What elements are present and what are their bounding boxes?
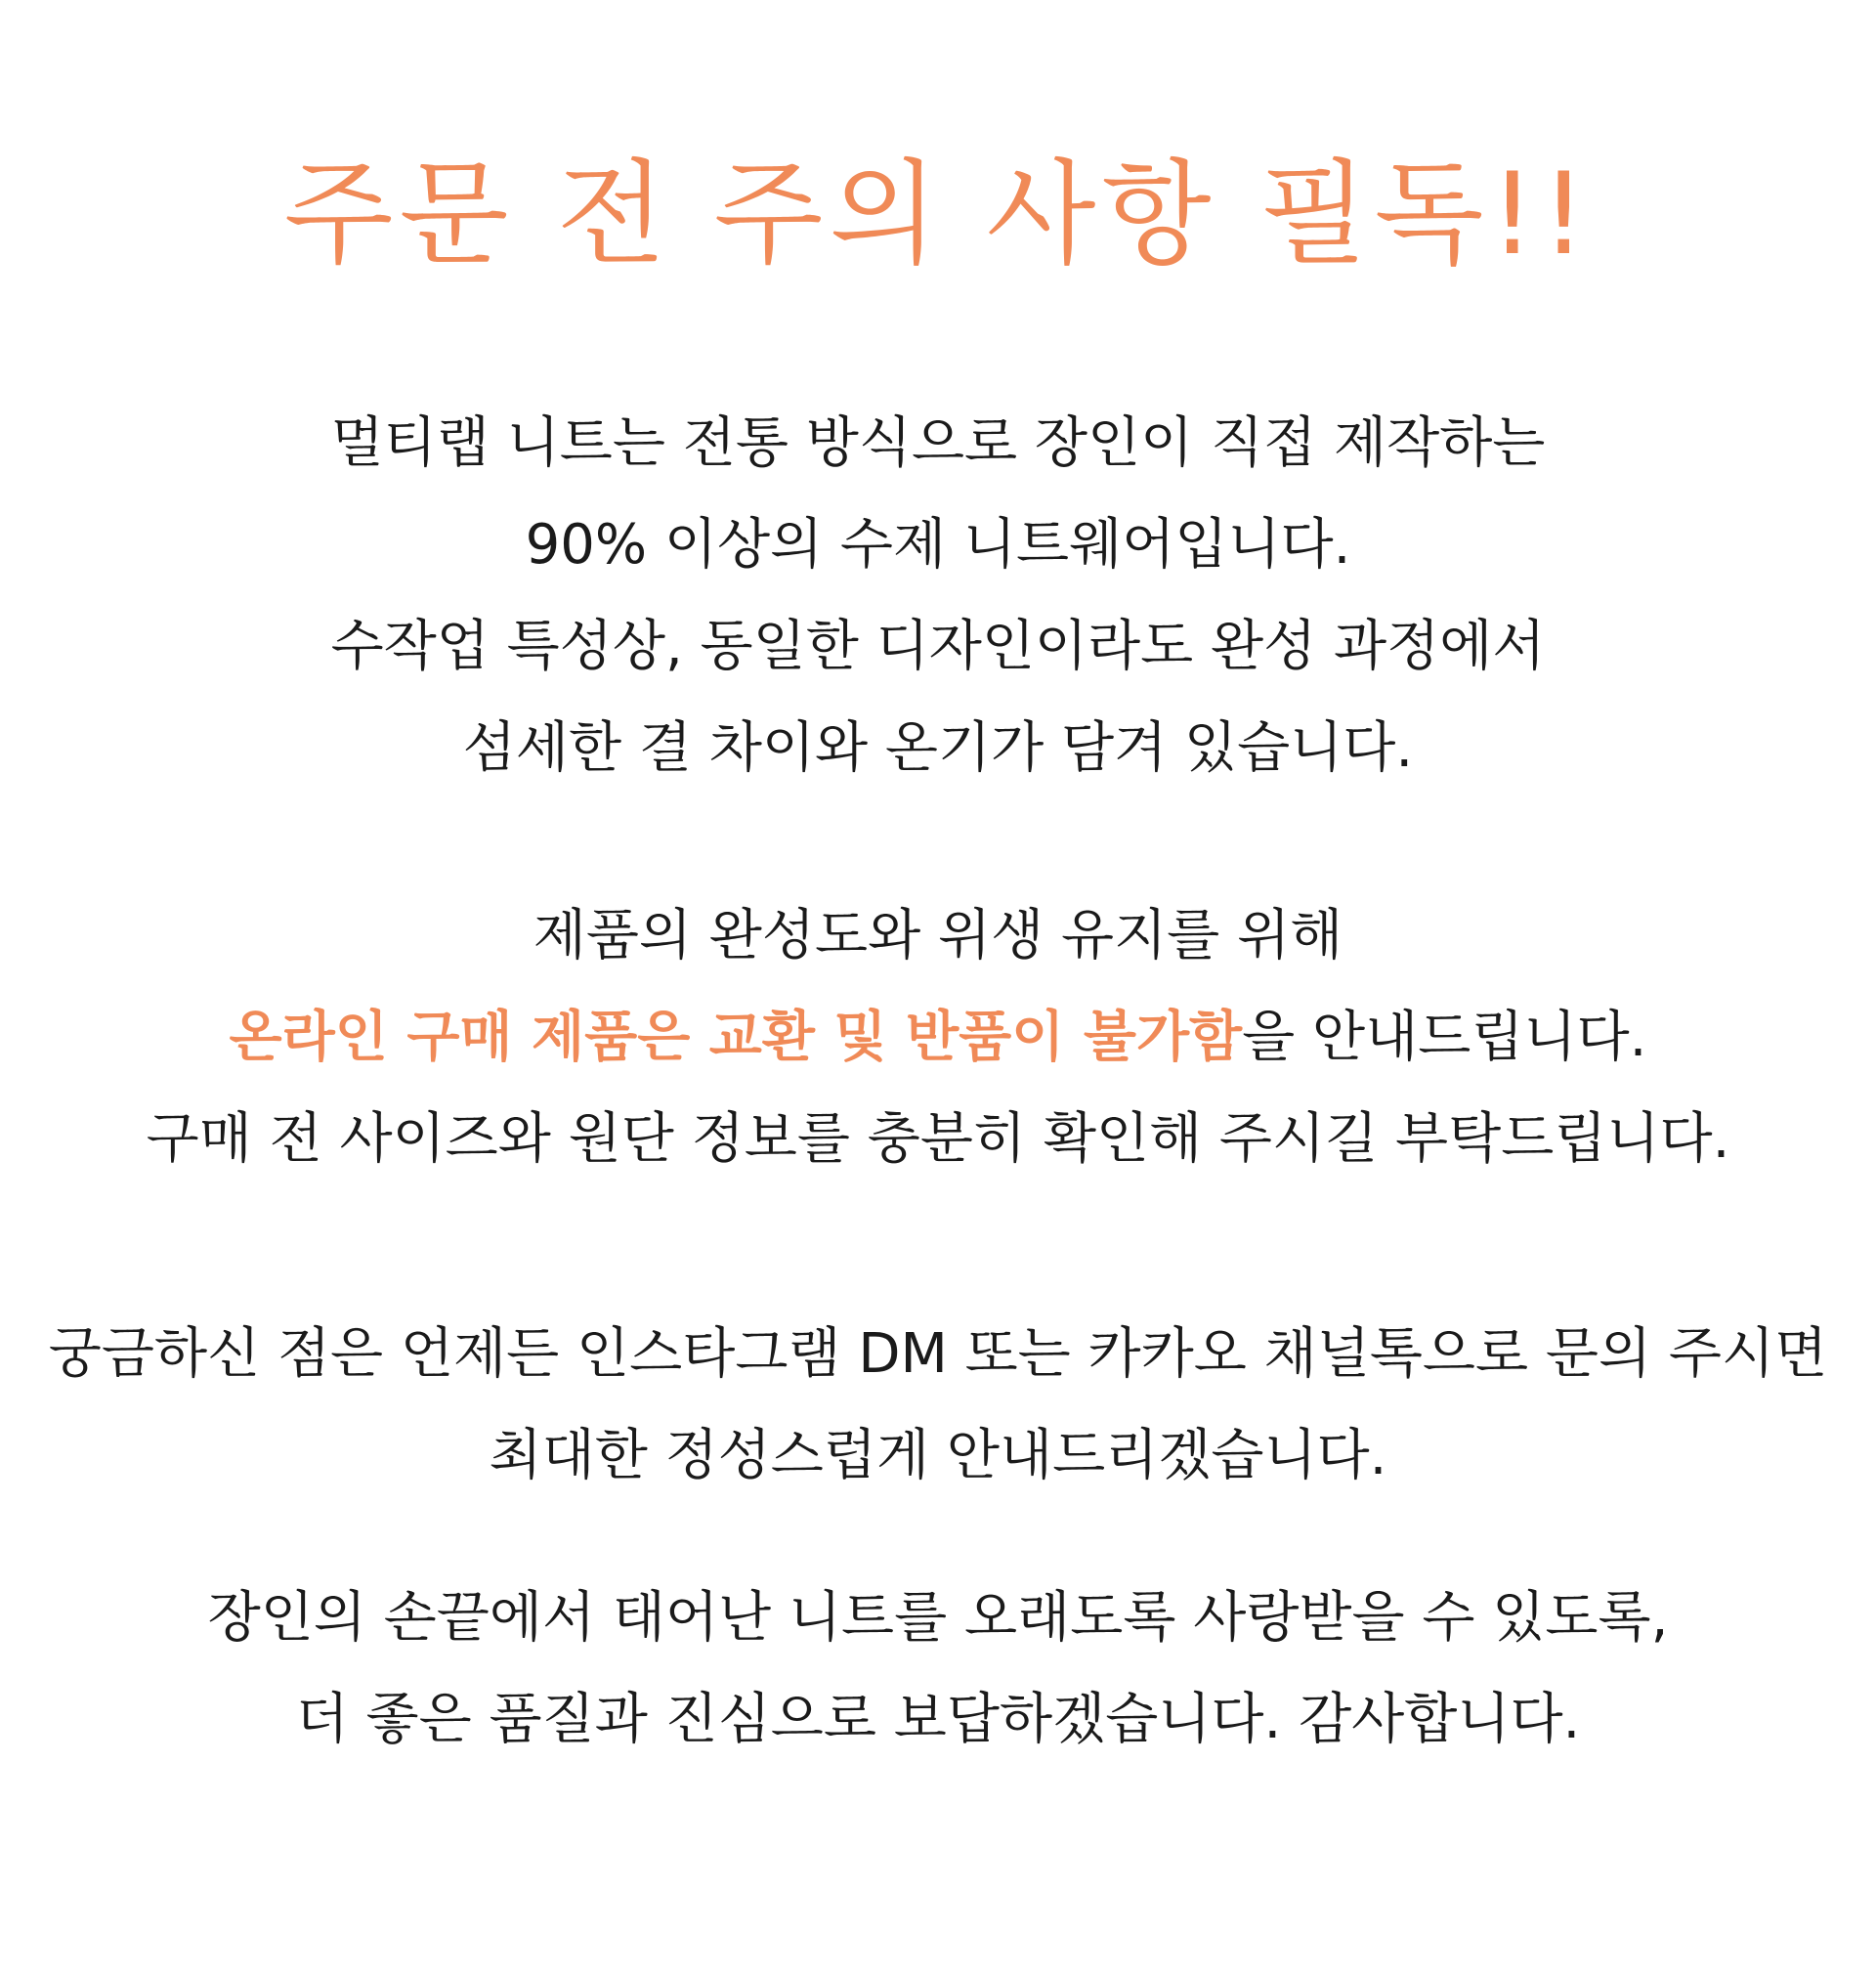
policy-line-2-rest: 을 안내드립니다. [1242, 1006, 1647, 1069]
intro-line-4: 섬세한 결 차이와 온기가 담겨 있습니다. [462, 716, 1414, 780]
intro-paragraph [0, 393, 1876, 799]
contact-line-1: 궁금하신 점은 언제든 인스타그램 DM 또는 카카오 채널톡으로 문의 주시면 [48, 1322, 1828, 1386]
intro-line-2: 90% 이상의 수제 니트웨어입니다. [525, 513, 1351, 577]
closing-line-1: 장인의 손끝에서 태어난 니트를 오래도록 사랑받을 수 있도록, [207, 1586, 1669, 1650]
contact-line-2: 최대한 정성스럽게 안내드리겠습니다. [489, 1424, 1387, 1487]
page-title: 주문 전 주의 사항 필독!! [283, 149, 1593, 280]
no-return-highlight: 온라인 구매 제품은 교환 및 반품이 불가함 [229, 1006, 1243, 1069]
policy-line-3: 구매 전 사이즈와 원단 정보를 충분히 확인해 주시길 부탁드립니다. [146, 1107, 1730, 1171]
closing-line-2: 더 좋은 품질과 진심으로 보답하겠습니다. 감사합니다. [295, 1688, 1581, 1751]
policy-paragraph [0, 885, 1876, 1190]
policy-line-2 [0, 987, 1876, 1089]
intro-line-3: 수작업 특성상, 동일한 디자인이라도 완성 과정에서 [330, 615, 1546, 678]
intro-line-1: 멀티랩 니트는 전통 방식으로 장인이 직접 제작하는 [330, 411, 1546, 475]
contact-paragraph [0, 1304, 1876, 1507]
policy-line-1: 제품의 완성도와 위생 유지를 위해 [533, 904, 1343, 967]
closing-paragraph [0, 1568, 1876, 1771]
